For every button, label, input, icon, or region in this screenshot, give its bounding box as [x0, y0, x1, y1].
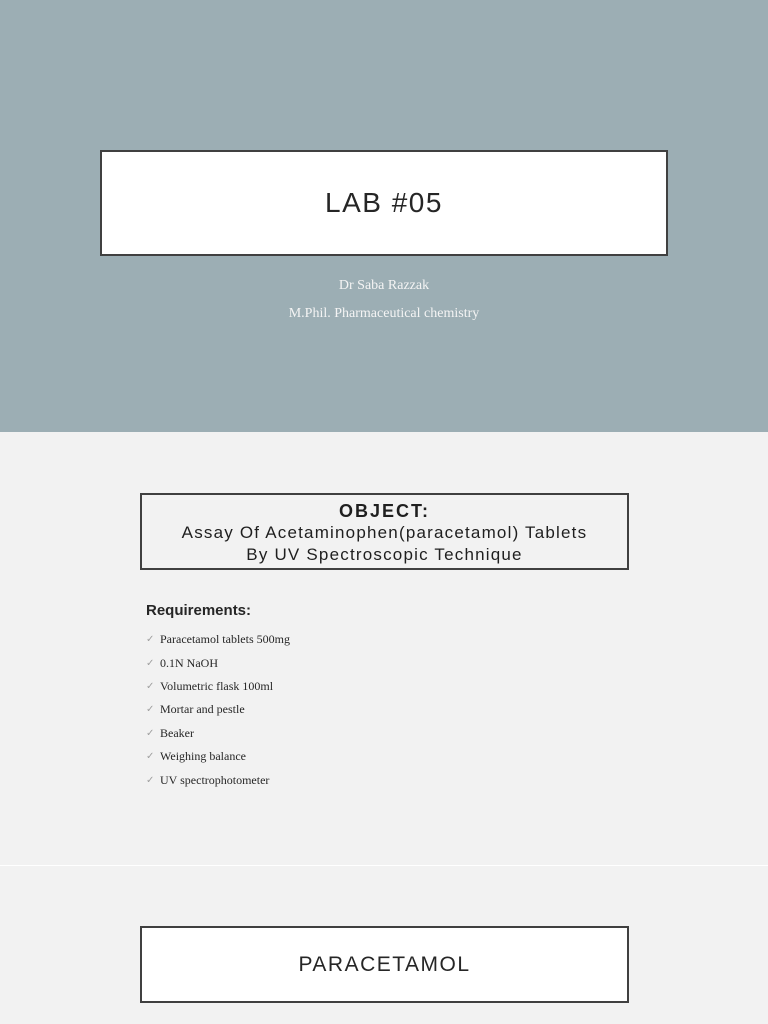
list-item: [146, 651, 290, 674]
author-name: Dr Saba Razzak: [338, 278, 430, 293]
check-icon: ✓: [146, 634, 155, 646]
requirement-text: 0.1N NaOH: [160, 655, 218, 670]
paracetamol-title: PARACETAMOL: [298, 952, 471, 976]
requirement-text: UV spectrophotometer: [160, 772, 270, 787]
object-heading: OBJECT:: [338, 501, 430, 521]
check-icon: ✓: [146, 680, 155, 692]
list-item: [146, 628, 290, 651]
object-line-2: By UV Spectroscopic Technique: [246, 545, 523, 564]
title-slide: [0, 0, 768, 432]
requirement-text: Mortar and pestle: [160, 702, 245, 717]
list-item: [146, 675, 290, 698]
paracetamol-slide: [0, 866, 768, 1024]
slide-title: LAB #05: [325, 187, 443, 218]
check-icon: ✓: [146, 774, 155, 786]
author-qualification: M.Phil. Pharmaceutical chemistry: [288, 306, 480, 321]
list-item: [146, 722, 290, 745]
requirement-text: Paracetamol tablets 500mg: [160, 632, 290, 647]
list-item: [146, 698, 290, 721]
paracetamol-title-box: [140, 926, 629, 1003]
title-box: [100, 150, 668, 256]
list-item: [146, 745, 290, 768]
requirements-list: [146, 628, 290, 792]
requirement-text: Volumetric flask 100ml: [160, 678, 274, 693]
check-icon: ✓: [146, 704, 155, 716]
check-icon: ✓: [146, 727, 155, 739]
requirements-heading: Requirements:: [146, 602, 252, 619]
object-slide: [0, 432, 768, 865]
check-icon: ✓: [146, 751, 155, 763]
requirement-text: Beaker: [160, 725, 194, 740]
requirement-text: Weighing balance: [160, 749, 246, 764]
check-icon: ✓: [146, 657, 155, 669]
object-line-1: Assay Of Acetaminophen(paracetamol) Tablets: [181, 523, 588, 542]
list-item: [146, 768, 290, 791]
object-box: [140, 493, 629, 570]
